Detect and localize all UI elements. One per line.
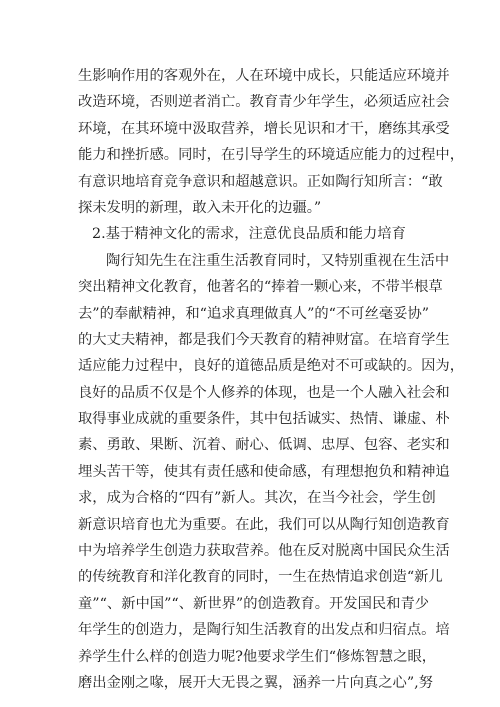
text-line: 探未发明的新理，敢入未开化的边疆。”: [78, 199, 322, 216]
text-line: 求，成为合格的“四有”新人。其次，在当今社会，学生创: [78, 490, 436, 507]
text-line: 适应能力过程中，良好的道德品质是绝对不可或缺的。因为，: [78, 358, 465, 375]
text-line: 中为培养学生创造力获取营养。他在反对脱离中国民众生活: [78, 543, 450, 560]
text-line: 素、勇敢、果断、沉着、耐心、低调、忠厚、包容、老实和: [78, 437, 450, 454]
body-text: [78, 63, 465, 696]
text-line: 去”的奉献精神，和“追求真理做真人”的“不可丝毫妥协”: [78, 305, 430, 322]
text-line: 的传统教育和洋化教育的同时，一生在热情追求创造“新儿: [78, 569, 443, 586]
text-line: 突出精神文化教育，他著名的“捧着一颗心来，不带半根草: [78, 279, 443, 296]
text-line: 生影响作用的客观外在，人在环境中成长，只能适应环境并: [78, 68, 450, 84]
text-line-indented: 陶行知先生在注重生活教育同时，又特别重视在生活中: [106, 252, 450, 269]
section-heading: 2.基于精神文化的需求，注意优良品质和能力培育: [92, 226, 406, 243]
text-line: 能力和挫折感。同时，在引导学生的环境适应能力的过程中，: [78, 147, 465, 164]
text-line: 新意识培育也尤为重要。在此，我们可以从陶行知创造教育: [78, 516, 450, 533]
text-line: 埋头苦干等，使其有责任感和使命感，有理想抱负和精神追: [78, 463, 450, 480]
text-line: 磨出金刚之喙，展开大无畏之翼，涵养一片向真之心”,努: [78, 674, 433, 691]
text-line: 良好的品质不仅是个人修养的体现，也是一个人融入社会和: [78, 384, 450, 401]
text-line: 环境，在其环境中汲取营养，增长见识和才干，磨练其承受: [78, 120, 450, 137]
text-line: 养学生什么样的创造力呢?他要求学生们“修炼智慧之眼，: [78, 648, 437, 665]
text-line: 改造环境，否则逆者消亡。教育青少年学生，必须适应社会: [78, 94, 450, 111]
paragraph-2: [78, 248, 465, 697]
text-line: 年学生的创造力，是陶行知生活教育的出发点和归宿点。培: [78, 622, 450, 639]
paragraph-1: [78, 63, 465, 221]
text-line: 取得事业成就的重要条件，其中包括诚实、热情、谦虚、朴: [78, 411, 450, 428]
text-line: 的大丈夫精神，都是我们今天教育的精神财富。在培育学生: [78, 331, 450, 348]
text-line: 童”“、新中国”“、新世界”的创造教育。开发国民和青少: [78, 595, 430, 612]
text-line: 有意识地培育竞争意识和超越意识。正如陶行知所言：“敢: [78, 173, 443, 190]
